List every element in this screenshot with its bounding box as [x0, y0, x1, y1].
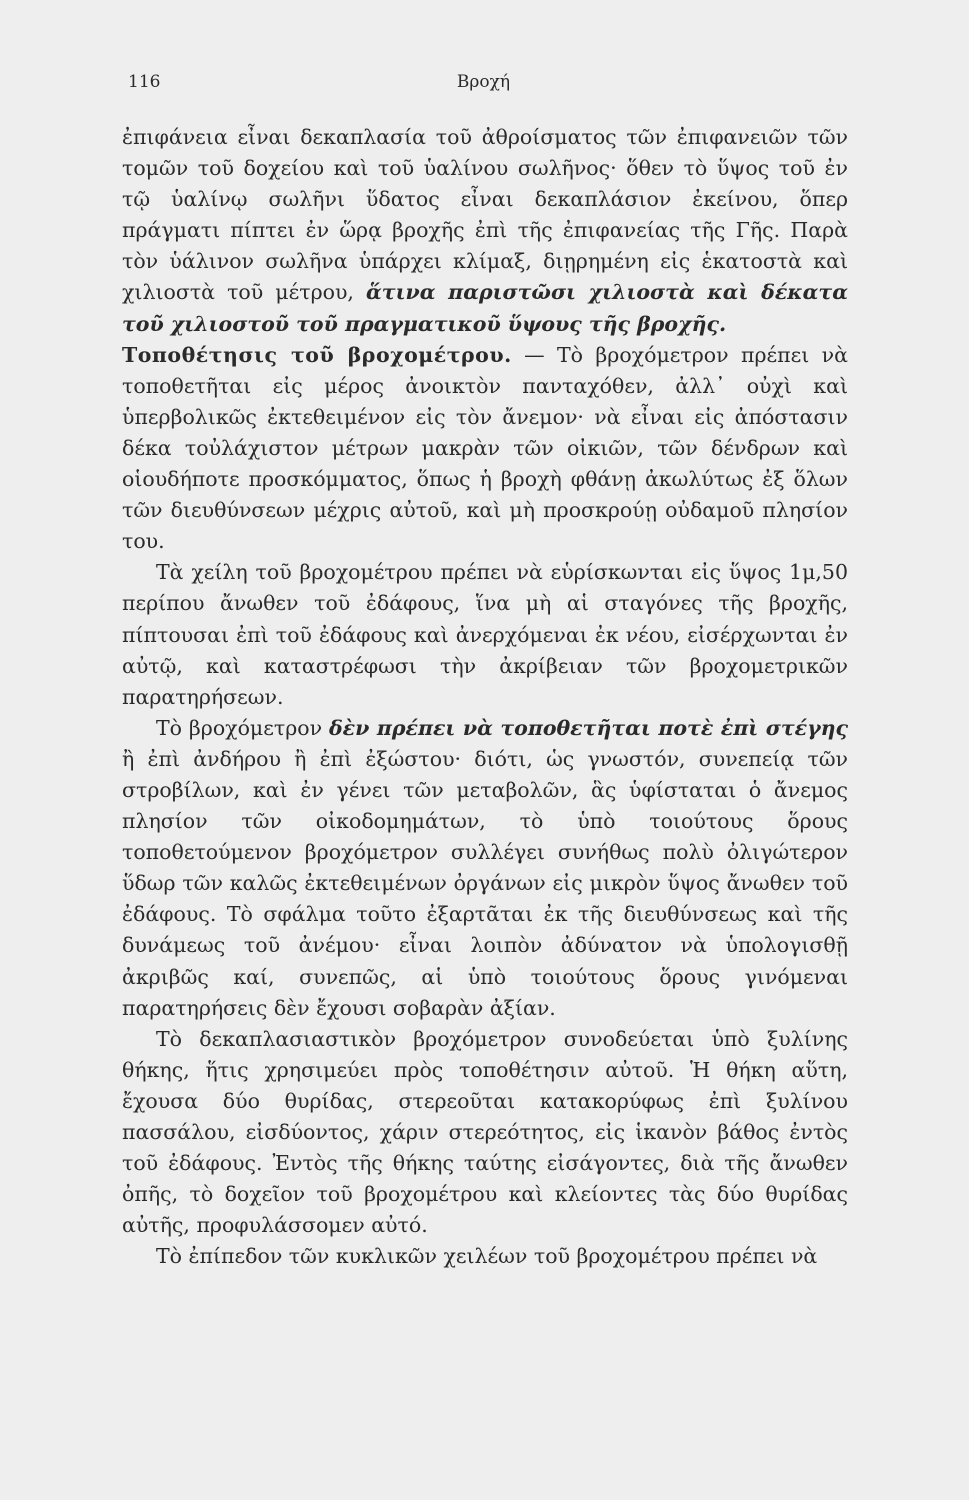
paragraph-6: Τὸ ἐπίπεδον τῶν κυκλικῶν χειλέων τοῦ βροχομέτρου πρέπει νὰ [156, 1244, 818, 1269]
paragraph-4 [122, 713, 848, 1024]
paragraph-1 [122, 122, 848, 340]
paragraph-2 [122, 340, 848, 558]
section-heading: Τοποθέτησις τοῦ βροχομέτρου. [122, 342, 512, 367]
paragraph-4-text-a: Τὸ βροχόμετρον [156, 715, 329, 740]
paragraph-1-emphasis: ἅτινα παριστῶσι χιλιοστὰ καὶ δέκατα τοῦ χιλιοστοῦ τοῦ πραγματικοῦ ὕψους τῆς βροχῆς. [122, 280, 848, 336]
paragraph-4-text-b: ἢ ἐπὶ ἀνδήρου ἢ ἐπὶ ἐξώστου· διότι, ὡς γνωστόν, συνεπείᾳ τῶν στροβίλων, καὶ ἐν γένει τῶν μεταβολῶν, ἃς ὑφίσταται ὁ ἄνεμος πλησίον τῶν οἰκοδομημάτων, τὸ ὑπὸ τοιούτους ὅρους τοποθετούμενον βροχόμετρον συλλέγει συνήθως πολὺ ὀλιγώτερον ὕδωρ τῶν καλῶς ἐκτεθειμένων ὀργάνων εἰς μικρὸν ὕψος ἄνωθεν τοῦ ἐδάφους. Τὸ σφάλμα τοῦτο ἐξαρτᾶται ἐκ τῆς διευθύνσεως καὶ τῆς δυνάμεως τοῦ ἀνέμου· εἶναι λοιπὸν ἀδύνατον νὰ ὑπολογισθῇ ἀκριβῶς καί, συνεπῶς, αἱ ὑπὸ τοιούτους ὅρους γινόμεναι παρατηρήσεις δὲν ἔχουσι σοβαρὰν ἀξίαν. [122, 746, 848, 1020]
paragraph-3: Τὰ χείλη τοῦ βροχομέτρου πρέπει νὰ εὑρίσκωνται εἰς ὕψος 1μ,50 περίπου ἄνωθεν τοῦ ἐδάφους, ἵνα μὴ αἱ σταγόνες τῆς βροχῆς, πίπτουσαι ἐπὶ τοῦ ἐδάφους καὶ ἀνερχόμεναι ἐκ νέου, εἰσέρχωνται ἐν αὐτῷ, καὶ καταστρέφωσι τὴν ἀκρίβειαν τῶν βροχομετρικῶν παρατηρήσεων. [122, 560, 848, 709]
paragraph-2-text: — Τὸ βροχόμετρον πρέπει νὰ τοποθετῆται εἰς μέρος ἀνοικτὸν πανταχόθεν, ἀλλ᾽ οὐχὶ καὶ ὑπερβολικῶς ἐκτεθειμένον εἰς τὸν ἄνεμον· νὰ εἶναι εἰς ἀπόστασιν δέκα τοὐλάχιστον μέτρων μακρὰν τῶν οἰκιῶν, τῶν δένδρων καὶ οἱουδήποτε προσκόμματος, ὅπως ἡ βροχὴ φθάνῃ ἀκωλύτως ἐξ ὅλων τῶν διευθύνσεων μέχρις αὐτοῦ, καὶ μὴ προσκρούῃ οὐδαμοῦ πλησίον του. [122, 342, 848, 554]
paragraph-4-emphasis: δὲν πρέπει νὰ τοποθετῆται ποτὲ ἐπὶ στέγης [328, 715, 848, 740]
body-text [122, 122, 848, 1272]
paragraph-5: Τὸ δεκαπλασιαστικὸν βροχόμετρον συνοδεύεται ὑπὸ ξυλίνης θήκης, ἥτις χρησιμεύει πρὸς τοποθέτησιν αὐτοῦ. Ἡ θήκη αὕτη, ἔχουσα δύο θυρίδας, στερεοῦται κατακορύφως ἐπὶ ξυλίνου πασσάλου, εἰσδύοντος, χάριν στερεότητος, εἰς ἱκανὸν βάθος ἐντὸς τοῦ ἐδάφους. Ἐντὸς τῆς θήκης ταύτης εἰσάγοντες, διὰ τῆς ἄνωθεν ὀπῆς, τὸ δοχεῖον τοῦ βροχομέτρου καὶ κλείοντες τὰς δύο θυρίδας αὐτῆς, προφυλάσσομεν αὐτό. [122, 1026, 848, 1238]
paragraph-1-text: ἐπιφάνεια εἶναι δεκαπλασία τοῦ ἀθροίσματος τῶν ἐπιφανειῶν τῶν τομῶν τοῦ δοχείου καὶ τοῦ ὑαλίνου σωλῆνος· ὅθεν τὸ ὕψος τοῦ ἐν τῷ ὑαλίνῳ σωλῆνι ὕδατος εἶναι δεκαπλάσιον ἐκείνου, ὅπερ πράγματι πίπτει ἐν ὥρᾳ βροχῆς ἐπὶ τῆς ἐπιφανείας τῆς Γῆς. Παρὰ τὸν ὑάλινον σωλῆνα ὑπάρχει κλίμαξ, διῃρημένη εἰς ἑκατοστὰ καὶ χιλιοστὰ τοῦ μέτρου, [122, 125, 848, 305]
page-number: 116 [128, 72, 161, 92]
running-head: Βροχή [456, 72, 511, 92]
page-header [120, 72, 847, 100]
